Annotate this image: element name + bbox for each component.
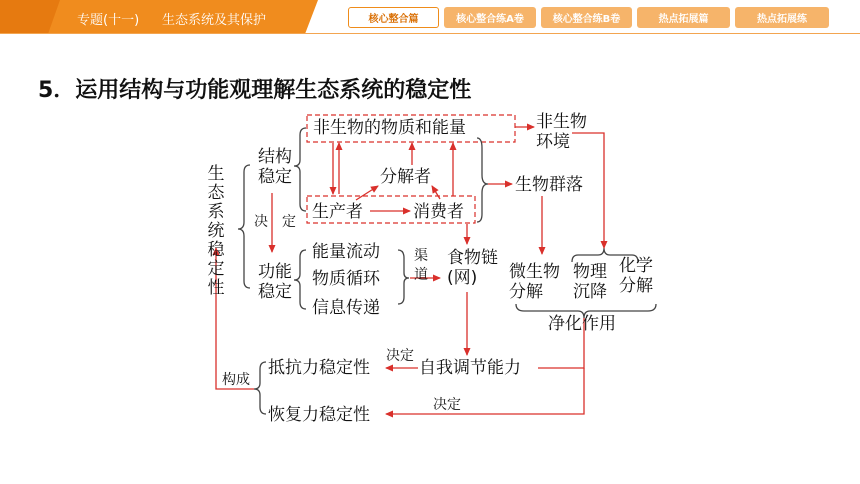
node-abiotic-env: 非生物环境 — [536, 112, 587, 152]
node-producer: 生产者 — [312, 202, 363, 222]
node-resistance-stability: 抵抗力稳定性 — [268, 358, 370, 378]
tab-label: 核心整合篇 — [368, 14, 419, 25]
node-biotic-community: 生物群落 — [515, 175, 583, 195]
tab-label: 热点拓展练 — [757, 14, 807, 25]
label-decide-resistance: 决定 — [386, 348, 414, 364]
label-channel: 渠道 — [414, 248, 428, 283]
label-ecosystem-stability: 生态系统稳定性 — [207, 164, 225, 298]
node-microbe-decompose: 微生物分解 — [509, 262, 560, 302]
label-decide-resilience: 决定 — [433, 397, 461, 413]
node-self-regulation: 自我调节能力 — [419, 358, 521, 378]
label-structure-stable: 结构稳定 — [258, 147, 292, 187]
node-matter-cycle: 物质循环 — [312, 269, 380, 289]
node-food-chain: 食物链(网) — [447, 248, 498, 288]
label-decide-1: 决 — [254, 214, 268, 230]
bracket-channel — [398, 250, 409, 304]
topic-label: 专题(十一) — [77, 13, 140, 28]
tab-label: 热点拓展篇 — [658, 14, 709, 25]
node-energy-flow: 能量流动 — [312, 242, 380, 262]
bracket-stability — [238, 165, 250, 288]
node-consumer: 消费者 — [413, 202, 464, 222]
tab-label: 核心整合练A卷 — [456, 14, 524, 25]
section-heading: 5．运用结构与功能观理解生态系统的稳定性 — [38, 78, 472, 103]
page-topic-title: 生态系统及其保护 — [162, 13, 267, 28]
label-decide-2: 定 — [282, 214, 296, 230]
label-constitute: 构成 — [222, 372, 250, 388]
node-abiotic-matter: 非生物的物质和能量 — [313, 118, 466, 138]
tab-label: 核心整合练B卷 — [552, 14, 621, 25]
node-chemical-decompose: 化学分解 — [619, 256, 653, 296]
label-function-stable: 功能稳定 — [258, 262, 292, 302]
node-physical-settling: 物理沉降 — [573, 262, 607, 302]
bracket-resist-resil — [254, 362, 266, 414]
node-purification: 净化作用 — [548, 314, 616, 334]
bracket-community — [477, 138, 488, 222]
node-info-transfer: 信息传递 — [312, 298, 380, 318]
node-decomposer: 分解者 — [380, 167, 431, 187]
node-resilience-stability: 恢复力稳定性 — [268, 405, 370, 425]
